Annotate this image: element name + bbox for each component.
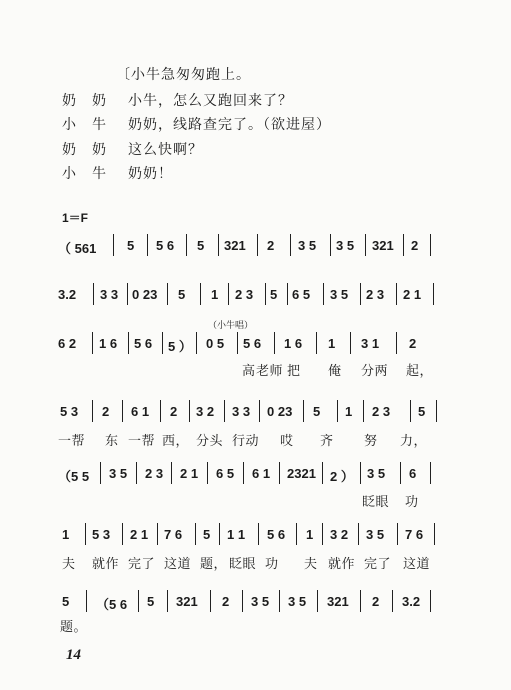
lyric: 哎: [280, 434, 294, 449]
lyric: 力，: [400, 434, 428, 449]
note-group: 3 3: [232, 404, 251, 419]
barline: [186, 234, 187, 256]
lyric: 题，: [200, 557, 228, 572]
note-group: 3 1: [361, 336, 380, 351]
barline: [189, 400, 190, 422]
note-group: 5: [418, 404, 426, 419]
barline: [316, 332, 317, 354]
note-group: 2: [102, 404, 110, 419]
barline: [127, 283, 128, 305]
lyric: 就作: [328, 557, 356, 572]
barline: [122, 400, 123, 422]
barline: [210, 590, 211, 612]
dialogue-speaker: 小 牛: [62, 166, 107, 182]
barline: [358, 523, 359, 545]
note-group: 6 1: [131, 404, 150, 419]
barline: [279, 462, 280, 484]
note-group: 5 6: [267, 527, 286, 542]
dialogue-line: 奶奶，线路查完了。（欲进屋）: [128, 117, 331, 133]
barline: [287, 283, 288, 305]
barline: [265, 283, 266, 305]
note-group: 321: [224, 238, 246, 253]
lyric: 俺: [328, 364, 342, 379]
barline: [430, 234, 431, 256]
barline: [167, 590, 168, 612]
barline: [224, 400, 225, 422]
note-group: 2: [267, 238, 275, 253]
note-group: 3 2: [330, 527, 349, 542]
note-group: 5 3: [92, 527, 111, 542]
barline: [363, 400, 364, 422]
note-group: 2: [170, 404, 178, 419]
dialogue-line: 小牛，怎么又跑回来了？: [128, 93, 293, 109]
lyric: 高: [242, 364, 256, 379]
note-group: 5 3: [60, 404, 79, 419]
note-group: 5: [127, 238, 135, 253]
barline: [196, 332, 197, 354]
note-group: 321: [372, 238, 394, 253]
lyric: 就作: [92, 557, 120, 572]
barline: [100, 462, 101, 484]
barline: [200, 283, 201, 305]
barline: [433, 283, 434, 305]
barline: [430, 462, 431, 484]
note-group: 0 23: [267, 404, 293, 419]
lyric: 夫: [62, 557, 76, 572]
lyric: 眨眼: [362, 495, 390, 510]
barline: [322, 462, 323, 484]
note-group: 1 1: [227, 527, 246, 542]
key-signature: 1＝F: [62, 211, 89, 225]
note-group: 2 3: [372, 404, 391, 419]
barline: [93, 283, 94, 305]
lyric: 这道: [403, 557, 431, 572]
note-group: 1: [211, 287, 219, 302]
note-group: 2 1: [403, 287, 422, 302]
note-group: 2 3: [145, 466, 164, 481]
note-group: 2: [222, 594, 230, 609]
note-group: 6 1: [252, 466, 271, 481]
lyric: 完了: [128, 557, 156, 572]
barline: [396, 283, 397, 305]
note-group: 3 5: [330, 287, 349, 302]
barline: [436, 400, 437, 422]
barline: [258, 523, 259, 545]
barline: [237, 332, 238, 354]
barline: [160, 400, 161, 422]
note-group: 1: [345, 404, 353, 419]
note-group: 1 6: [284, 336, 303, 351]
barline: [360, 462, 361, 484]
barline: [330, 234, 331, 256]
note-group: 3 2: [196, 404, 215, 419]
lyric: 行动: [232, 434, 260, 449]
lyric: 功: [265, 557, 279, 572]
note-group: 3 5: [109, 466, 128, 481]
barline: [323, 283, 324, 305]
note-group: 7 6: [164, 527, 183, 542]
lyric: 努: [364, 434, 378, 449]
note-group: 3 5: [336, 238, 355, 253]
barline: [162, 332, 163, 354]
note-group: 2321: [287, 466, 316, 481]
lyric: 眨眼: [229, 557, 257, 572]
note-group: （5 6: [96, 597, 128, 612]
lyric: 把: [287, 364, 301, 379]
note-group: 2: [409, 336, 417, 351]
lyric: 老师: [256, 364, 284, 379]
barline: [322, 523, 323, 545]
note-group: （5 5: [58, 469, 90, 484]
barline: [128, 332, 129, 354]
note-group: 5: [270, 287, 278, 302]
note-group: 2 3: [235, 287, 254, 302]
lyric: 西，: [162, 434, 190, 449]
barline: [92, 400, 93, 422]
note-group: 5: [147, 594, 155, 609]
page-number: 14: [66, 647, 81, 663]
barline: [138, 590, 139, 612]
dialogue-line: 这么快啊？: [128, 142, 203, 158]
note-group: 5: [203, 527, 211, 542]
note-group: 2: [372, 594, 380, 609]
barline: [257, 234, 258, 256]
barline: [207, 462, 208, 484]
note-group: 0 5: [206, 336, 225, 351]
lyric: 这道: [164, 557, 192, 572]
note-group: 6 5: [216, 466, 235, 481]
barline: [290, 234, 291, 256]
dialogue-line: 奶奶！: [128, 166, 173, 182]
lyric: 完了: [364, 557, 392, 572]
barline: [396, 332, 397, 354]
note-group: 3.2: [58, 287, 77, 302]
lyric: 东: [105, 434, 119, 449]
note-group: 5 ）: [168, 339, 192, 354]
note-group: 2 1: [180, 466, 199, 481]
lyric: 分头: [196, 434, 224, 449]
note-group: 3 5: [366, 527, 385, 542]
note-group: 5: [313, 404, 321, 419]
note-group: 2 3: [366, 287, 385, 302]
barline: [410, 400, 411, 422]
barline: [274, 332, 275, 354]
note-group: 1: [328, 336, 336, 351]
note-group: 3 5: [298, 238, 317, 253]
lyric: 功: [405, 495, 419, 510]
barline: [92, 332, 93, 354]
stage-direction: 〔小牛急匆匆跑上。: [116, 67, 251, 83]
lyric: 夫: [304, 557, 318, 572]
barline: [147, 234, 148, 256]
note-group: （ 561: [58, 241, 97, 256]
note-group: 7 6: [405, 527, 424, 542]
note-group: 6 2: [58, 336, 77, 351]
barline: [171, 462, 172, 484]
note-group: 5: [62, 594, 70, 609]
barline: [296, 523, 297, 545]
note-group: 5 6: [156, 238, 175, 253]
lyric: 分两: [361, 364, 389, 379]
lyric: 题。: [60, 620, 88, 635]
lyric: 起，: [406, 364, 434, 379]
barline: [167, 283, 168, 305]
note-group: 2 ）: [330, 469, 354, 484]
barline: [400, 462, 401, 484]
barline: [242, 590, 243, 612]
note-group: 0 23: [132, 287, 158, 302]
barline: [86, 590, 87, 612]
note-group: 1: [62, 527, 70, 542]
barline: [259, 400, 260, 422]
barline: [434, 523, 435, 545]
dialogue-speaker: 奶 奶: [62, 142, 107, 158]
note-group: 321: [327, 594, 349, 609]
singer-note: （小牛唱）: [208, 321, 254, 331]
dialogue-speaker: 奶 奶: [62, 93, 107, 109]
barline: [365, 234, 366, 256]
barline: [113, 234, 114, 256]
note-group: 5: [197, 238, 205, 253]
lyric: 一帮: [128, 434, 156, 449]
barline: [303, 400, 304, 422]
barline: [122, 523, 123, 545]
barline: [397, 523, 398, 545]
note-group: 5: [178, 287, 186, 302]
barline: [219, 523, 220, 545]
barline: [360, 590, 361, 612]
note-group: 1: [306, 527, 314, 542]
note-group: 6 5: [292, 287, 311, 302]
barline: [279, 590, 280, 612]
note-group: 1 6: [99, 336, 118, 351]
barline: [430, 590, 431, 612]
barline: [337, 400, 338, 422]
lyric: 齐: [320, 434, 334, 449]
note-group: 3.2: [402, 594, 421, 609]
note-group: 2: [411, 238, 419, 253]
barline: [85, 523, 86, 545]
barline: [350, 332, 351, 354]
note-group: 3 5: [288, 594, 307, 609]
note-group: 5 6: [134, 336, 153, 351]
barline: [360, 283, 361, 305]
lyric: 一帮: [58, 434, 86, 449]
barline: [228, 283, 229, 305]
barline: [317, 590, 318, 612]
barline: [157, 523, 158, 545]
note-group: 3 5: [367, 466, 386, 481]
barline: [218, 234, 219, 256]
note-group: 3 3: [100, 287, 119, 302]
barline: [403, 234, 404, 256]
barline: [392, 590, 393, 612]
barline: [243, 462, 244, 484]
note-group: 3 5: [251, 594, 270, 609]
barline: [136, 462, 137, 484]
dialogue-speaker: 小 牛: [62, 117, 107, 133]
barline: [195, 523, 196, 545]
note-group: 2 1: [130, 527, 149, 542]
note-group: 5 6: [243, 336, 262, 351]
note-group: 321: [176, 594, 198, 609]
note-group: 6: [409, 466, 417, 481]
